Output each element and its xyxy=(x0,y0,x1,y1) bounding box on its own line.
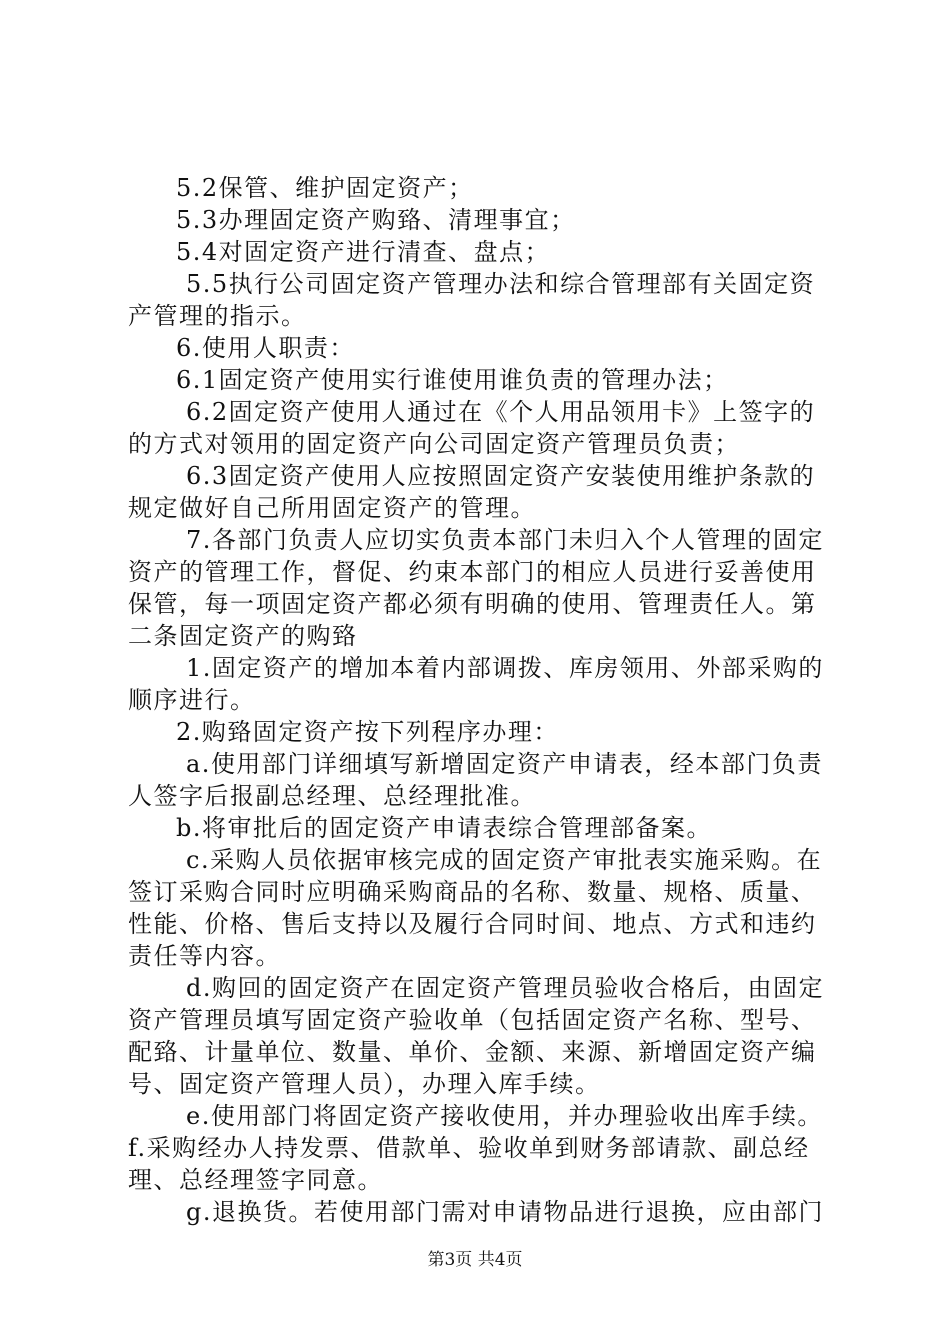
paragraph-step-g: g.退换货。若使用部门需对申请物品进行退换，应由部门 xyxy=(186,1198,824,1226)
paragraph-5-2: 5.2保管、维护固定资产； xyxy=(176,174,474,202)
paragraph-step-e: e.使用部门将固定资产接收使用，并办理验收出库手续。 xyxy=(186,1102,823,1130)
paragraph-6-3: 6.3固定资产使用人应按照固定资产安装使用维护条款的规定做好自己所用固定资产的管理。 xyxy=(128,462,816,522)
paragraph-6-2: 6.2固定资产使用人通过在《个人用品领用卡》上签字的的方式对领用的固定资产向公司固定资产管理员负责； xyxy=(128,398,816,458)
document-body xyxy=(128,172,840,1228)
paragraph-7: 7.各部门负责人应切实负责本部门未归入个人管理的固定资产的管理工作，督促、约束本部门的相应人员进行妥善使用保管，每一项固定资产都必须有明确的使用、管理责任人。第二条固定资产的购臵 xyxy=(128,526,824,650)
paragraph-purchase-2: 2.购臵固定资产按下列程序办理： xyxy=(176,718,559,746)
paragraph-5-4: 5.4对固定资产进行清查、盘点； xyxy=(176,238,551,266)
paragraph-step-c: c.采购人员依据审核完成的固定资产审批表实施采购。在签订采购合同时应明确采购商品的名称、数量、规格、质量、性能、价格、售后支持以及履行合同时间、地点、方式和违约责任等内容。 xyxy=(128,846,823,970)
paragraph-5-5: 5.5执行公司固定资产管理办法和综合管理部有关固定资产管理的指示。 xyxy=(128,270,816,330)
paragraph-step-b: b.将审批后的固定资产申请表综合管理部备案。 xyxy=(176,814,712,842)
paragraph-6: 6.使用人职责： xyxy=(176,334,355,362)
paragraph-step-d: d.购回的固定资产在固定资产管理员验收合格后，由固定资产管理员填写固定资产验收单（包括固定资产名称、型号、配臵、计量单位、数量、单价、金额、来源、新增固定资产编号、固定资产管理人员），办理入库手续。 xyxy=(128,974,824,1098)
page-number-footer: 第3页 共4页 xyxy=(427,1250,523,1270)
paragraph-purchase-1: 1.固定资产的增加本着内部调拨、库房领用、外部采购的顺序进行。 xyxy=(128,654,824,714)
paragraph-6-1: 6.1固定资产使用实行谁使用谁负责的管理办法； xyxy=(176,366,729,394)
paragraph-5-3: 5.3办理固定资产购臵、清理事宜； xyxy=(176,206,576,234)
paragraph-step-f: f.采购经办人持发票、借款单、验收单到财务部请款、副总经理、总经理签字同意。 xyxy=(128,1134,810,1194)
paragraph-step-a: a.使用部门详细填写新增固定资产申请表，经本部门负责人签字后报副总经理、总经理批准。 xyxy=(128,750,823,810)
